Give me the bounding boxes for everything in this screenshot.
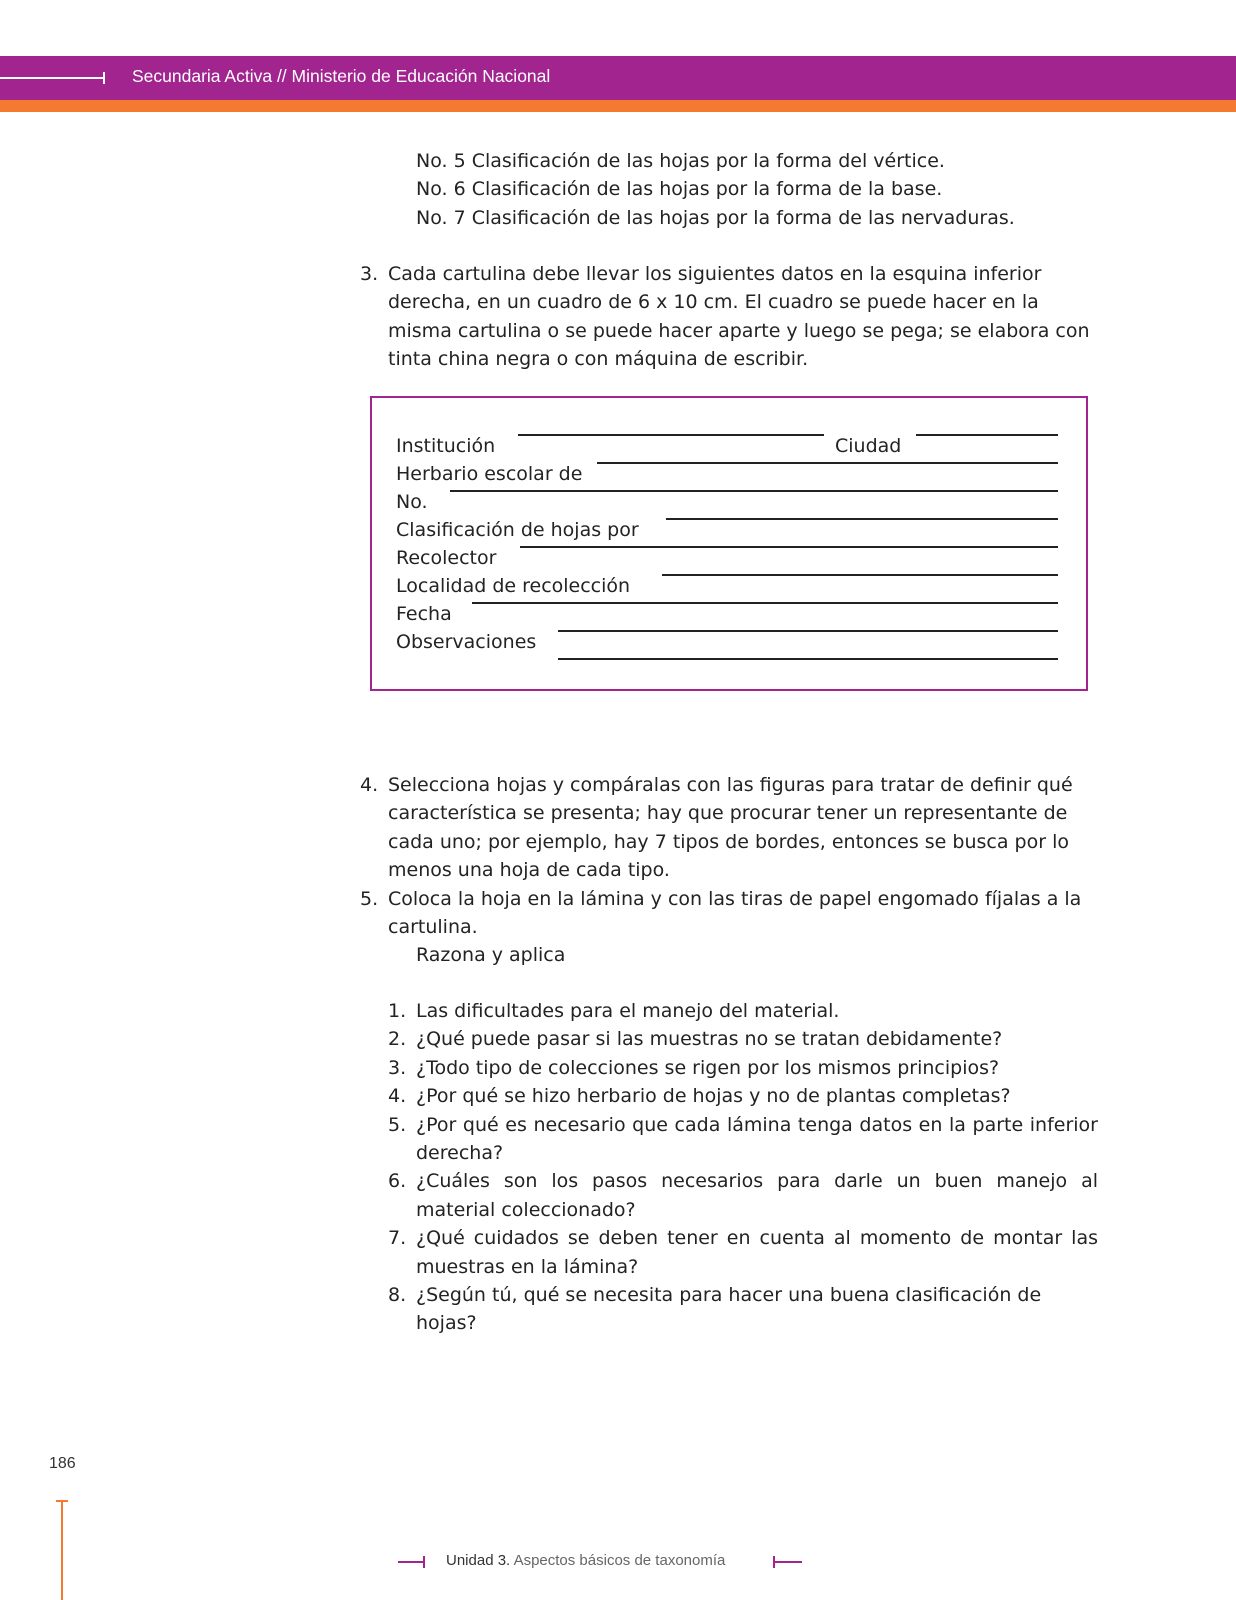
- step-number: 3.: [360, 263, 379, 285]
- form-label-recolector: Recolector: [396, 547, 497, 569]
- question-text: Las dificultades para el manejo del material.: [416, 1000, 840, 1022]
- question-number: 4.: [388, 1085, 407, 1108]
- question-number: 6.: [388, 1170, 407, 1193]
- top-list-item: No. 6 Clasificación de las hojas por la forma de la base.: [416, 178, 943, 201]
- form-row-fecha: [372, 600, 1086, 628]
- form-line-numero: [450, 490, 1058, 492]
- question-item: [388, 1025, 1098, 1053]
- question-text: ¿Según tú, qué se necesita para hacer una buena clasificación de hojas?: [416, 1284, 1042, 1335]
- form-line-institucion: [518, 434, 824, 436]
- question-item: [388, 1224, 1098, 1281]
- question-number: 8.: [388, 1284, 407, 1307]
- form-line-ciudad: [916, 434, 1058, 436]
- form-line-recolector: [520, 546, 1058, 548]
- question-item: [388, 1054, 1098, 1082]
- question-text: ¿Por qué se hizo herbario de hojas y no de plantas completas?: [416, 1085, 1011, 1108]
- form-row-recolector: [372, 544, 1086, 572]
- question-text: ¿Todo tipo de colecciones se rigen por los mismos principios?: [416, 1056, 1000, 1079]
- form-label-institucion: Institución: [396, 435, 496, 457]
- form-row-observaciones: [372, 628, 1086, 656]
- form-label-ciudad: Ciudad: [835, 435, 902, 457]
- razona-heading: Razona y aplica: [416, 944, 566, 967]
- question-number: 2.: [388, 1028, 407, 1051]
- header-decor-line: [0, 77, 104, 79]
- form-line-herbario: [597, 462, 1058, 464]
- header-decor-tick: [103, 72, 105, 84]
- question-text: ¿Qué puede pasar si las muestras no se tratan debidamente?: [416, 1028, 1003, 1051]
- step-number: 5.: [360, 887, 379, 910]
- header-orange-stripe: [0, 100, 1236, 112]
- steps-4-5: [360, 771, 1096, 970]
- form-label-observaciones: Observaciones: [396, 631, 537, 653]
- form-label-fecha: Fecha: [396, 603, 452, 625]
- form-row-herbario: [372, 460, 1086, 488]
- footer-label: [446, 1552, 725, 1569]
- label-form-box: [370, 396, 1088, 691]
- form-line-fecha: [472, 602, 1058, 604]
- page-number: 186: [49, 1455, 76, 1472]
- razona-questions: [388, 997, 1098, 1338]
- form-row-clasificacion: [372, 516, 1086, 544]
- form-line-observaciones-1: [558, 630, 1058, 632]
- footer-unit: Unidad 3.: [446, 1552, 511, 1569]
- form-line-clasificacion: [666, 518, 1058, 520]
- question-number: 3.: [388, 1056, 407, 1079]
- step-number: 4.: [360, 774, 379, 796]
- question-item: [388, 1111, 1098, 1168]
- question-text: ¿Qué cuidados se deben tener en cuenta al momento de montar las muestras en la lámina?: [416, 1227, 1098, 1278]
- form-row-numero: [372, 488, 1086, 516]
- form-label-herbario: Herbario escolar de: [396, 463, 583, 485]
- form-label-numero: No.: [396, 491, 428, 513]
- footer-decor-right: [774, 1561, 802, 1563]
- question-number: 7.: [388, 1227, 407, 1250]
- form-line-localidad: [662, 574, 1058, 576]
- question-item: [388, 1281, 1098, 1338]
- form-label-localidad: Localidad de recolección: [396, 575, 631, 597]
- question-number: 5.: [388, 1113, 407, 1136]
- top-list-item: No. 7 Clasificación de las hojas por la forma de las nervaduras.: [416, 206, 1015, 229]
- question-number: 1.: [388, 1000, 407, 1022]
- step-3: [360, 260, 1102, 374]
- form-label-clasificacion: Clasificación de hojas por: [396, 519, 639, 541]
- footer-decor-left: [398, 1561, 424, 1563]
- form-row-institucion: [372, 432, 1086, 460]
- top-list-item: No. 5 Clasificación de las hojas por la forma del vértice.: [416, 150, 945, 172]
- question-item: [388, 1167, 1098, 1224]
- top-list: [416, 147, 1096, 232]
- question-text: ¿Cuáles son los pasos necesarios para darle un buen manejo al material coleccionado?: [416, 1170, 1098, 1221]
- step-text: Cada cartulina debe llevar los siguientes datos en la esquina inferior derecha, en un cuadro de 6 x 10 cm. El cuadro se puede hacer en la misma cartulina o se puede hacer aparte y luego se pega; se elabora con tinta china negra o con máquina de escribir.: [388, 263, 1090, 371]
- step-5: [360, 885, 1096, 942]
- step-text: Coloca la hoja en la lámina y con las tiras de papel engomado fíjalas a la cartulina.: [388, 887, 1082, 939]
- margin-decor-line: [61, 1500, 63, 1600]
- form-line-observaciones-2: [558, 658, 1058, 660]
- header-title: Secundaria Activa // Ministerio de Educación Nacional: [132, 66, 551, 86]
- question-text: ¿Por qué es necesario que cada lámina tenga datos en la parte inferior derecha?: [416, 1113, 1098, 1165]
- question-item: [388, 1082, 1098, 1110]
- form-row-localidad: [372, 572, 1086, 600]
- footer-decor-left-tick: [423, 1556, 425, 1568]
- step-4: [360, 771, 1096, 885]
- question-item: [388, 997, 1098, 1025]
- footer-topic: Aspectos básicos de taxonomía: [513, 1552, 726, 1569]
- step-text: Selecciona hojas y compáralas con las figuras para tratar de definir qué característica se presenta; hay que procurar tener un representante de cada uno; por ejemplo, hay 7 tipos de bordes, entonces se busca por lo menos una hoja de cada tipo.: [388, 774, 1073, 882]
